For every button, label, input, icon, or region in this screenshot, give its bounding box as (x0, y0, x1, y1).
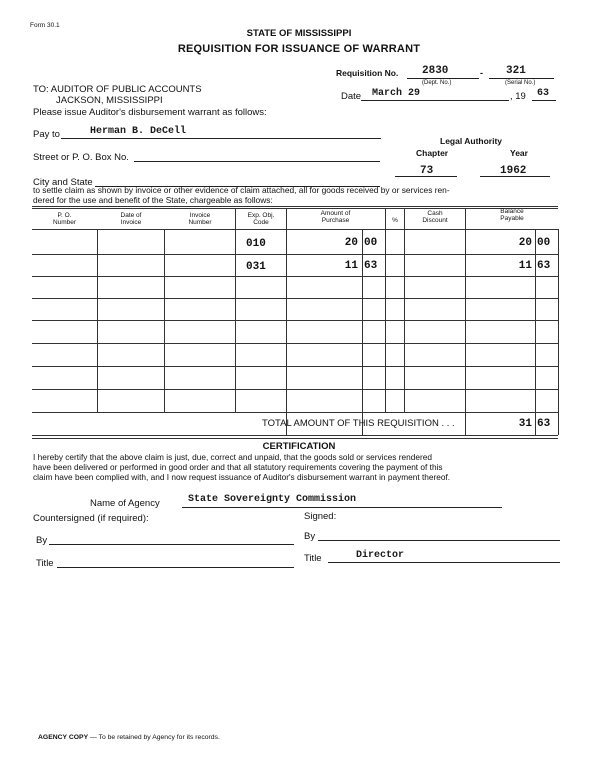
dept-no-line (407, 78, 479, 79)
requisition-dash: - (480, 68, 483, 78)
to-line-1: TO: AUDITOR OF PUBLIC ACCOUNTS (33, 84, 202, 95)
settle-text-2: dered for the use and benefit of the State, chargeable as follows: (33, 195, 273, 205)
to-line-2: JACKSON, MISSISSIPPI (56, 95, 163, 106)
date-label: Date (341, 91, 362, 102)
serial-no-line (489, 78, 554, 79)
document-title: REQUISITION FOR ISSUANCE OF WARRANT (177, 43, 421, 55)
signed-title-line (328, 562, 560, 563)
header-balance-payable: Balance Payable (500, 208, 524, 222)
countersigned-title-line (57, 567, 294, 568)
certification-line-1: I hereby certify that the above claim is just, due, correct and unpaid, that the goods sold or services rendered (33, 452, 432, 462)
footer-note (38, 734, 220, 741)
dept-no-value: 2830 (422, 65, 449, 77)
year-prefix: , 19 (510, 91, 526, 102)
signed-title-label: Title (304, 553, 322, 564)
certification-line-2: have been delivered or performed in good order and that all statutory requirements covering the payment of this (33, 462, 443, 472)
row-2-amount: 11 (344, 260, 358, 272)
pay-to-line (61, 138, 381, 139)
date-line (361, 100, 509, 101)
header-percent: % (392, 217, 398, 224)
signed-by-line (318, 540, 560, 541)
year-line (532, 100, 556, 101)
street-line (134, 161, 380, 162)
certification-title: CERTIFICATION (262, 441, 336, 452)
row-1-balance-cents: 00 (537, 237, 551, 249)
signed-label: Signed: (304, 511, 337, 522)
row-1-amount-cents: 00 (364, 237, 378, 249)
serial-caption: (Serial No.) (505, 80, 536, 86)
agency-label: Name of Agency (90, 498, 160, 509)
city-label: City and State (33, 177, 93, 188)
footer-copy-label: AGENCY COPY (38, 734, 89, 741)
header-po-number: P. O. Number (52, 212, 77, 226)
row-2-balance: 11 (518, 260, 532, 272)
header-cash-discount: Cash Discount (422, 210, 448, 224)
year-label: Year (510, 148, 528, 158)
pay-to-label: Pay to (33, 129, 60, 140)
requisition-label: Requisition No. (336, 68, 399, 78)
date-value: March 29 (372, 88, 421, 99)
chapter-label: Chapter (416, 148, 449, 158)
row-1-balance: 20 (518, 237, 532, 249)
street-label: Street or P. O. Box No. (33, 152, 129, 163)
row-2-exp-code: 031 (246, 261, 266, 273)
row-2-balance-cents: 63 (537, 260, 551, 272)
agency-value: State Sovereignty Commission (188, 494, 357, 505)
row-1-exp-code: 010 (246, 238, 266, 250)
year-value: 63 (537, 88, 550, 99)
serial-no-value: 321 (506, 65, 526, 77)
row-1-amount: 20 (344, 237, 358, 249)
countersigned-by-label: By (36, 535, 48, 546)
form-number: Form 30.1 (30, 22, 60, 29)
header-invoice-number: Invoice Number (188, 212, 212, 226)
chapter-value: 73 (420, 165, 434, 177)
total-label: TOTAL AMOUNT OF THIS REQUISITION . . . (262, 418, 455, 429)
state-title: STATE OF MISSISSIPPI (246, 28, 352, 39)
countersigned-title-label: Title (36, 558, 54, 569)
footer-copy-text: — To be retained by Agency for its records. (88, 734, 220, 741)
instruction-text: Please issue Auditor's disbursement warrant as follows: (33, 107, 267, 118)
total-cents: 63 (537, 418, 551, 430)
total-value: 31 (518, 418, 532, 430)
row-2-amount-cents: 63 (364, 260, 378, 272)
countersigned-label: Countersigned (if required): (33, 513, 149, 524)
header-exp-obj-code: Exp. Obj. Code (247, 212, 275, 226)
agency-line (182, 507, 502, 508)
signed-by-label: By (304, 531, 316, 542)
pay-to-value: Herman B. DeCell (90, 126, 187, 137)
legal-year-value: 1962 (500, 165, 527, 177)
countersigned-by-line (49, 544, 294, 545)
signed-title-value: Director (356, 550, 405, 561)
dept-caption: (Dept. No.) (422, 80, 452, 86)
legal-authority-title: Legal Authority (440, 136, 503, 146)
header-amount-of-purchase: Amount of Purchase (320, 210, 351, 224)
settle-text-1: to settle claim as shown by invoice or other evidence of claim attached, all for goods received by or services ren- (33, 185, 450, 195)
certification-line-3: claim have been complied with, and I now request issuance of Auditor's disbursement warrant in payment thereof. (33, 472, 451, 482)
header-date-of-invoice: Date of Invoice (120, 212, 142, 226)
